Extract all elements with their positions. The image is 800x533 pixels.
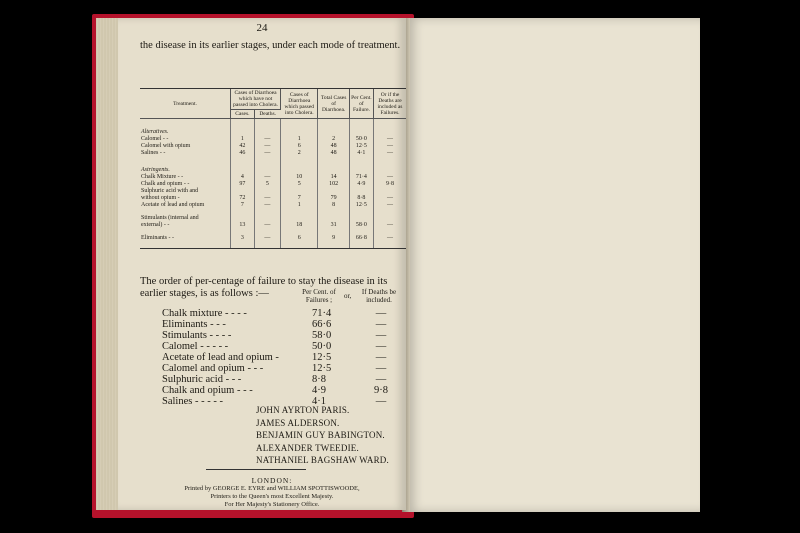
table-row bbox=[140, 235, 406, 242]
table-cell: 13 bbox=[231, 222, 255, 229]
section-row bbox=[140, 125, 406, 136]
table-cell: 1 bbox=[281, 202, 318, 209]
table-cell: 42 bbox=[231, 143, 255, 150]
right-page-blank bbox=[406, 18, 700, 512]
table-cell: 4·9 bbox=[349, 181, 373, 188]
header-treatment: Treatment. bbox=[140, 89, 231, 119]
table-cell: Acetate of lead and opium bbox=[140, 202, 231, 209]
treatment-name: Calomel - - - - - bbox=[162, 341, 229, 352]
failure-percent: 50·0 bbox=[312, 341, 332, 352]
table-cell: 50·0 bbox=[349, 136, 373, 143]
table-cell: 2 bbox=[281, 150, 318, 157]
table-cell: 31 bbox=[318, 222, 349, 229]
table-cell bbox=[374, 188, 406, 195]
table-cell: 7 bbox=[231, 202, 255, 209]
table-cell: — bbox=[254, 195, 280, 202]
divider-rule bbox=[206, 469, 306, 470]
section-title: Astringents. bbox=[140, 163, 231, 174]
treatment-name: Calomel and opium - - - bbox=[162, 363, 264, 374]
printer-city: LONDON: bbox=[251, 476, 293, 485]
table-cell: 4 bbox=[231, 174, 255, 181]
table-cell: 97 bbox=[231, 181, 255, 188]
failure-percent: 8·8 bbox=[312, 374, 326, 385]
table-cell: without opium - bbox=[140, 195, 231, 202]
header-percent: Per Cent. of Failure. bbox=[349, 89, 373, 119]
table-cell: Chalk Mixture - - bbox=[140, 174, 231, 181]
table-cell: — bbox=[387, 174, 393, 180]
table-cell: Sulphuric acid with and bbox=[140, 188, 231, 195]
order-list bbox=[162, 308, 408, 407]
table-cell bbox=[281, 188, 318, 195]
table-cell: 6 bbox=[281, 143, 318, 150]
table-cell: — bbox=[387, 136, 393, 142]
printer-line: Printed by GEORGE E. EYRE and WILLIAM SPOTTISWOODE, bbox=[184, 485, 360, 492]
table-cell: Chalk and opium - - bbox=[140, 181, 231, 188]
table-cell: — bbox=[254, 174, 280, 181]
table-row bbox=[140, 150, 406, 157]
header-passed: Cases of Diarrhoea which passed into Cholera. bbox=[281, 89, 318, 119]
table-cell: — bbox=[254, 143, 280, 150]
table-cell: 8 bbox=[318, 202, 349, 209]
table-cell: Eliminants - - bbox=[140, 235, 231, 242]
table-row bbox=[140, 143, 406, 150]
failure-percent: 58·0 bbox=[312, 330, 332, 341]
table-cell: — bbox=[387, 150, 393, 156]
table-row bbox=[140, 215, 406, 222]
table-cell bbox=[318, 215, 349, 222]
deaths-percent: — bbox=[375, 352, 387, 363]
table-row bbox=[140, 195, 406, 202]
deaths-percent: — bbox=[375, 308, 387, 319]
printer-line: For Her Majesty's Stationery Office. bbox=[224, 501, 320, 508]
table-cell: 6 bbox=[281, 235, 318, 242]
failure-percent: 4·9 bbox=[312, 385, 326, 396]
list-item bbox=[162, 385, 408, 396]
table-cell: 5 bbox=[281, 181, 318, 188]
deaths-percent: — bbox=[375, 341, 387, 352]
table-cell: 2 bbox=[318, 136, 349, 143]
list-item bbox=[162, 363, 408, 374]
table-cell: 102 bbox=[318, 181, 349, 188]
printer-line: Printers to the Queen's most Excellent Majesty. bbox=[210, 493, 334, 500]
list-item bbox=[162, 341, 408, 352]
table-cell bbox=[254, 188, 280, 195]
table-cell: 9 bbox=[318, 235, 349, 242]
table-cell: Calomel - - bbox=[140, 136, 231, 143]
table-cell: Calomel with opium bbox=[140, 143, 231, 150]
table-row bbox=[140, 188, 406, 195]
table-row bbox=[140, 202, 406, 209]
failure-percent: 12·5 bbox=[312, 363, 332, 374]
table-cell: 46 bbox=[231, 150, 255, 157]
signer: JOHN AYRTON PARIS. bbox=[256, 405, 350, 415]
spacer-row bbox=[140, 242, 406, 248]
table-cell bbox=[254, 215, 280, 222]
failure-percent: 71·4 bbox=[312, 308, 332, 319]
treatment-name: Chalk mixture - - - - bbox=[162, 308, 247, 319]
order-header-deaths: If Deaths be included. bbox=[361, 288, 397, 304]
table-cell: 12·5 bbox=[349, 202, 373, 209]
printer-imprint bbox=[140, 477, 404, 509]
table-cell: Stimulants (internal and bbox=[140, 215, 231, 222]
table-cell bbox=[231, 188, 255, 195]
treatment-name: Salines - - - - - bbox=[162, 396, 223, 407]
table-cell: 4·1 bbox=[349, 150, 373, 157]
list-item bbox=[162, 330, 408, 341]
list-item bbox=[162, 374, 408, 385]
table-cell: 66·8 bbox=[349, 235, 373, 242]
table-row bbox=[140, 174, 406, 181]
header-cases: Cases. bbox=[231, 110, 255, 119]
table-cell: 10 bbox=[281, 174, 318, 181]
signer: ALEXANDER TWEEDIE. bbox=[256, 442, 359, 453]
order-header-or: or, bbox=[344, 292, 352, 300]
table-cell: — bbox=[387, 235, 393, 241]
table-row bbox=[140, 222, 406, 229]
deaths-percent: 9·8 bbox=[374, 385, 388, 396]
signers bbox=[256, 404, 389, 467]
list-item bbox=[162, 319, 408, 330]
list-item bbox=[162, 352, 408, 363]
table-cell: 9·8 bbox=[386, 181, 394, 187]
table-cell: — bbox=[254, 150, 280, 157]
signer: JAMES ALDERSON. bbox=[256, 417, 340, 428]
table-cell: 72 bbox=[231, 195, 255, 202]
deaths-percent: — bbox=[375, 374, 387, 385]
intro-text: the disease in its earlier stages, under each mode of treatment. bbox=[140, 40, 401, 51]
table-cell: — bbox=[254, 222, 280, 229]
treatment-name: Chalk and opium - - - bbox=[162, 385, 253, 396]
treatment-name: Eliminants - - - bbox=[162, 319, 226, 330]
list-item bbox=[162, 308, 408, 319]
table-cell: external) - - bbox=[140, 222, 231, 229]
header-deaths: Deaths. bbox=[254, 110, 280, 119]
signer: BENJAMIN GUY BABINGTON. bbox=[256, 430, 385, 440]
table-cell: — bbox=[254, 202, 280, 209]
table-cell: 1 bbox=[281, 136, 318, 143]
table-cell: 48 bbox=[318, 150, 349, 157]
table-cell: — bbox=[387, 202, 393, 208]
table-cell: 48 bbox=[318, 143, 349, 150]
section-row bbox=[140, 163, 406, 174]
header-cases-group: Cases of Diarrhoea which have not passed into Cholera. bbox=[231, 89, 281, 110]
table-cell: 3 bbox=[231, 235, 255, 242]
table-body bbox=[140, 119, 406, 249]
treatment-table bbox=[140, 88, 406, 249]
order-paragraph: The order of per-centage of failure to stay the disease in its earlier stages, is as follows :— bbox=[140, 276, 388, 299]
table-cell: 7 bbox=[281, 195, 318, 202]
treatment-name: Sulphuric acid - - - bbox=[162, 374, 242, 385]
table-cell: Salines - - bbox=[140, 150, 231, 157]
failure-percent: 4·1 bbox=[312, 396, 326, 407]
table-cell: 5 bbox=[254, 181, 280, 188]
page-number: 24 bbox=[256, 22, 268, 34]
table-cell: — bbox=[254, 136, 280, 143]
table-cell: 71·4 bbox=[349, 174, 373, 181]
failure-percent: 12·5 bbox=[312, 352, 332, 363]
table-cell: — bbox=[387, 195, 393, 201]
table-cell: 14 bbox=[318, 174, 349, 181]
failure-percent: 66·6 bbox=[312, 319, 332, 330]
left-page bbox=[118, 18, 406, 510]
table-cell: 1 bbox=[231, 136, 255, 143]
table-cell bbox=[374, 215, 406, 222]
section-title: Alteratives. bbox=[140, 125, 231, 136]
table-cell: 18 bbox=[281, 222, 318, 229]
treatment-name: Stimulants - - - - bbox=[162, 330, 232, 341]
deaths-percent: — bbox=[375, 319, 387, 330]
table-cell: 79 bbox=[318, 195, 349, 202]
treatment-name: Acetate of lead and opium - bbox=[162, 352, 279, 363]
table-cell: 12·5 bbox=[349, 143, 373, 150]
table-cell: — bbox=[254, 235, 280, 242]
order-header-percent: Per Cent. of Failures ; bbox=[302, 288, 336, 304]
table-cell bbox=[281, 215, 318, 222]
header-or-deaths: Or if the Deaths are included as Failures. bbox=[374, 89, 406, 119]
signer: NATHANIEL BAGSHAW WARD. bbox=[256, 455, 389, 465]
header-total: Total Cases of Diarrhoea. bbox=[318, 89, 349, 119]
deaths-percent: — bbox=[375, 363, 387, 374]
table-cell bbox=[349, 215, 373, 222]
deaths-percent: — bbox=[375, 396, 387, 407]
table-cell bbox=[231, 215, 255, 222]
table-cell: — bbox=[387, 143, 393, 149]
table-row bbox=[140, 136, 406, 143]
table-cell: 8·8 bbox=[349, 195, 373, 202]
table-cell: 58·0 bbox=[349, 222, 373, 229]
table-cell: — bbox=[387, 222, 393, 228]
deaths-percent: — bbox=[375, 330, 387, 341]
table-row bbox=[140, 181, 406, 188]
table-cell bbox=[349, 188, 373, 195]
table-cell bbox=[318, 188, 349, 195]
